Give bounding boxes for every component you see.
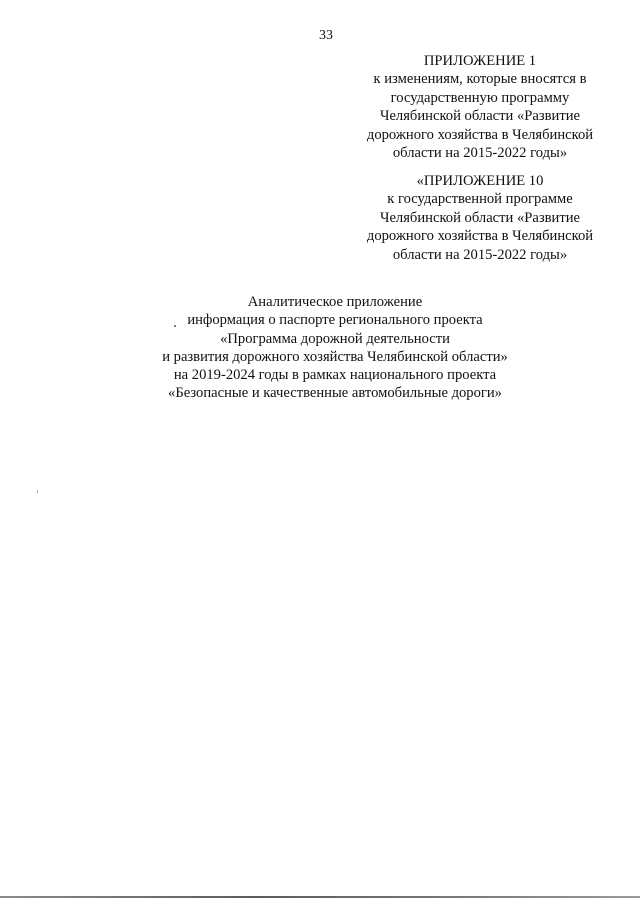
annex-10-line: области на 2015-2022 годы» (392, 246, 568, 263)
page-number: 33 (319, 28, 333, 43)
annex-1-line: дорожного хозяйства в Челябинской (366, 126, 594, 143)
title-line: «Программа дорожной деятельности (220, 330, 450, 347)
annex-10-line: дорожного хозяйства в Челябинской (366, 228, 594, 245)
title-line: на 2019-2024 годы в рамках национального проекта (173, 367, 497, 384)
annex-10-header (332, 172, 628, 264)
annex-1-line: области на 2015-2022 годы» (392, 145, 568, 162)
annex-1-line: Челябинской области «Развитие (379, 108, 581, 125)
title-line: и развития дорожного хозяйства Челябинской области» (162, 348, 508, 365)
title-line: информация о паспорте регионального проекта (187, 312, 483, 329)
scan-speck (174, 325, 176, 327)
scan-bottom-edge (0, 896, 640, 898)
annex-10-line: «ПРИЛОЖЕНИЕ 10 (416, 173, 544, 189)
document-title (100, 293, 570, 403)
annex-10-line: Челябинской области «Развитие (379, 209, 581, 226)
scan-speck (37, 490, 38, 493)
annex-1-header (332, 52, 628, 162)
title-line: Аналитическое приложение (247, 294, 423, 310)
annex-1-line: государственную программу (390, 89, 570, 106)
title-line: «Безопасные и качественные автомобильные дороги» (168, 385, 502, 402)
annex-10-line: к государственной программе (387, 191, 573, 208)
annex-1-line: к изменениям, которые вносятся в (373, 71, 587, 88)
annex-1-line: ПРИЛОЖЕНИЕ 1 (423, 53, 537, 69)
